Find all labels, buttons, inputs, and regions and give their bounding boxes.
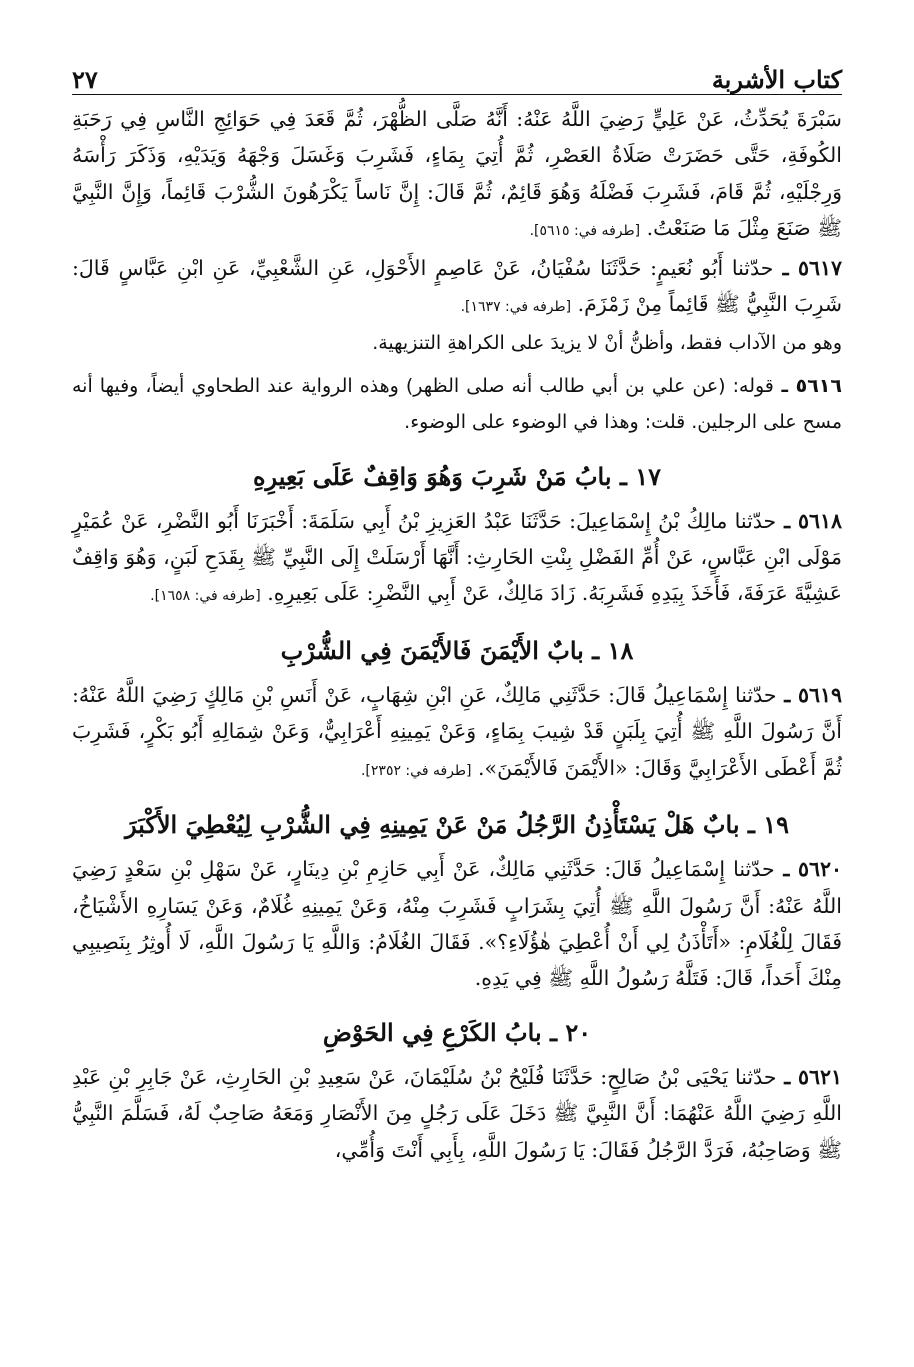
- chapter-heading: ١٨ ـ بابٌ الأَيْمَنَ فَالأَيْمَنَ فِي الشُّرْبِ: [280, 635, 634, 665]
- hadith-number: ٥٦١٧ ـ: [773, 255, 843, 280]
- page-body: [72, 101, 842, 1168]
- cross-reference: [طرفه في: ٥٦١٥].: [529, 223, 641, 240]
- hadith-number: ٥٦١٩ ـ: [776, 682, 842, 707]
- page-number: ٢٧: [72, 65, 98, 94]
- commentary-paragraph: [72, 368, 842, 441]
- hadith-paragraph: [72, 677, 842, 789]
- hadith-paragraph: [72, 503, 842, 615]
- paragraph-text: حدّثنا إِسْمَاعِيلُ قَالَ: حَدَّثَنِي مَالِكٌ، عَنْ أَبِي حَازِمِ بْنِ دِينَارٍ، عَنْ سَهْلِ بْنِ سَعْدٍ رَضِيَ اللَّهُ عَنْهُ: أَنَّ رَسُولَ اللَّهِ ﷺ أُتِيَ بِشَرَابٍ فَشَرِبَ مِنْهُ، وَعَنْ يَمِينِهِ غُلَامٌ، وَعَنْ يَسَارِهِ الأَشْيَاخُ، فَقَالَ لِلْغُلَامِ: «أَتَأْذَنُ لِي أَنْ أُعْطِيَ هٰؤُلَاءِ؟». فَقَالَ الغُلَامُ: وَاللَّهِ يَا رَسُولَ اللَّهِ، لَا أُوثِرُ بِنَصِيبِي مِنْكَ أَحَداً، قَالَ: فَتَلَّهُ رَسُولُ اللَّهِ ﷺ فِي يَدِهِ.: [72, 857, 842, 991]
- cross-reference: [طرفه في: ١٦٣٧].: [460, 299, 572, 316]
- paragraph-text: سَبْرَةَ يُحَدِّثُ، عَنْ عَلِيٍّ رَضِيَ اللَّهُ عَنْهُ: أَنَّهُ صَلَّى الظُّهْرَ، ثُمَّ قَعَدَ فِي حَوَائِجِ النَّاسِ فِي رَحَبَةِ الكُوفَةِ، حَتَّى حَضَرَتْ صَلَاةُ العَصْرِ، ثُمَّ أُتِيَ بِمَاءٍ، فَشَرِبَ وَغَسَلَ وَجْهَهُ وَيَدَيْهِ، وَذَكَرَ رَأْسَهُ وَرِجْلَيْهِ، ثُمَّ قَامَ، فَشَرِبَ فَضْلَهُ وَهُوَ قَائِمٌ، ثُمَّ قَالَ: إِنَّ نَاساً يَكْرَهُونَ الشُّرْبَ قَائِماً، وَإِنَّ النَّبِيَّ ﷺ صَنَعَ مِثْلَ مَا صَنَعْتُ.: [72, 107, 842, 241]
- hadith-paragraph: [72, 851, 842, 997]
- hadith-number: ٥٦١٦ ـ: [773, 374, 842, 397]
- hadith-paragraph: [72, 250, 842, 326]
- hadith-number: ٥٦٢٠ ـ: [774, 857, 842, 882]
- paragraph-text: حدّثنا مالِكُ بْنُ إِسْمَاعِيلَ: حَدَّثَنَا عَبْدُ العَزِيزِ بْنُ أَبِي سَلَمَةَ: أَخْبَرَنَا أَبُو النَّضْرِ، عَنْ عُمَيْرٍ مَوْلَى ابْنِ عَبَّاسٍ، عَنْ أُمِّ الفَضْلِ بِنْتِ الحَارِثِ: أَنَّهَا أَرْسَلَتْ إِلَى النَّبِيِّ ﷺ بِقَدَحِ لَبَنٍ، وَهُوَ وَاقِفٌ عَشِيَّةَ عَرَفَةَ، فَأَخَذَ بِيَدِهِ فَشَرِبَهُ. زَادَ مَالِكٌ، عَنْ أَبِي النَّضْرِ: عَلَى بَعِيرِهِ.: [72, 508, 842, 606]
- paragraph-text: وهو من الآداب فقط، وأظنُّ أنْ لا يزيدَ على الكراهةِ التنزيهية.: [372, 332, 842, 355]
- chapter-heading: ١٧ ـ بابُ مَنْ شَرِبَ وَهُوَ وَاقِفٌ عَلَى بَعِيرِهِ: [252, 461, 662, 491]
- book-title: كتاب الأشربة: [711, 65, 842, 94]
- hadith-number: ٥٦٢١ ـ: [776, 1064, 843, 1089]
- paragraph-text: قوله: (عن علي بن أبي طالب أنه صلى الظهر) وهذه الرواية عند الطحاوي أيضاً، وفيها أنه مسح على الرجلين. قلت: وهذا في الوضوء على الوضوء.: [72, 374, 842, 434]
- commentary-paragraph: [72, 325, 842, 361]
- paragraph-text: حدّثنا إِسْمَاعِيلُ قَالَ: حَدَّثَنِي مَالِكٌ، عَنِ ابْنِ شِهَابٍ، عَنْ أَنَسِ بْنِ مَالِكٍ رَضِيَ اللَّهُ عَنْهُ: أَنَّ رَسُولَ اللَّهِ ﷺ أُتِيَ بِلَبَنٍ قَدْ شِيبَ بِمَاءٍ، وَعَنْ يَمِينِهِ أَعْرَابِيٌّ، وَعَنْ شِمَالِهِ أَبُو بَكْرٍ، فَشَرِبَ ثُمَّ أَعْطَى الأَعْرَابِيَّ وَقَالَ: «الأَيْمَنَ فَالأَيْمَنَ».: [72, 682, 842, 780]
- page-header: [72, 58, 842, 95]
- chapter-heading: ١٩ ـ بابٌ هَلْ يَسْتَأْذِنُ الرَّجُلُ مَنْ عَنْ يَمِينِهِ فِي الشُّرْبِ لِيُعْطِيَ الأَكْبَرَ: [124, 810, 790, 840]
- cross-reference: [طرفه في: ١٦٥٨].: [150, 588, 261, 605]
- paragraph-text: حدّثنا يَحْيَى بْنُ صَالِحٍ: حَدَّثَنَا فُلَيْحُ بْنُ سُلَيْمَانَ، عَنْ سَعِيدِ بْنِ الحَارِثِ، عَنْ جَابِرِ بْنِ عَبْدِ اللَّهِ رَضِيَ اللَّهُ عَنْهُمَا: أَنَّ النَّبِيَّ ﷺ دَخَلَ عَلَى رَجُلٍ مِنَ الأَنْصَارِ وَمَعَهُ صَاحِبٌ لَهُ، فَسَلَّمَ النَّبِيُّ ﷺ وَصَاحِبُهُ، فَرَدَّ الرَّجُلُ فَقَالَ: يَا رَسُولَ اللَّهِ، بِأَبِي أَنْتَ وَأُمِّي،: [72, 1064, 842, 1162]
- document-page: [72, 58, 842, 1337]
- cross-reference: [طرفه في: ٢٣٥٢].: [360, 762, 472, 779]
- paragraph-text: حدّثنا أَبُو نُعَيمٍ: حَدَّثَنَا سُفْيَانُ، عَنْ عَاصِمٍ الأَحْوَلِ، عَنِ الشَّعْبِيِّ، عَنِ ابْنِ عَبَّاسٍ قَالَ: شَرِبَ النَّبِيُّ ﷺ قَائِماً مِنْ زَمْزَمَ.: [72, 255, 842, 317]
- hadith-paragraph: [72, 101, 842, 250]
- chapter-heading: ٢٠ ـ بابُ الكَرْعِ فِي الحَوْضِ: [322, 1017, 592, 1047]
- hadith-number: ٥٦١٨ ـ: [776, 508, 842, 533]
- hadith-paragraph: [72, 1059, 842, 1168]
